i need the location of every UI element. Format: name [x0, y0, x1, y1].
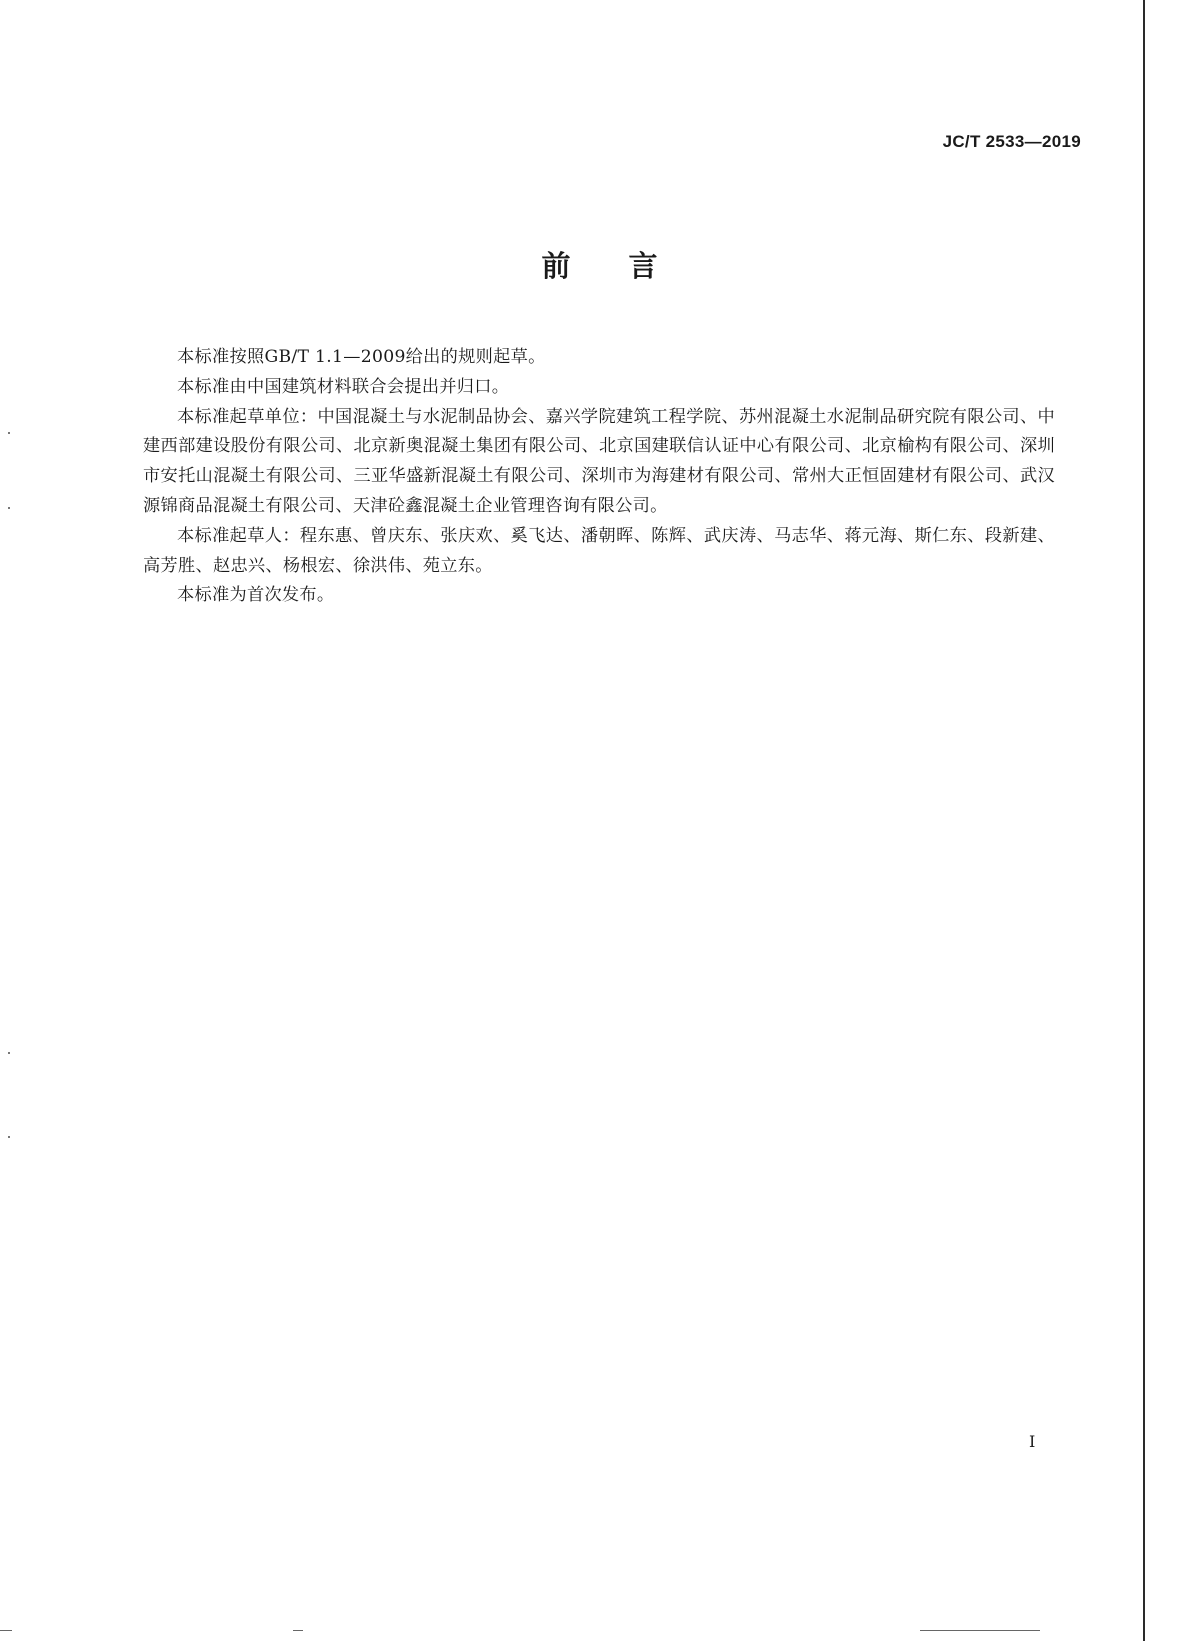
paragraph-drafting-rules: 本标准按照GB/T 1.1—2009给出的规则起草。 [177, 347, 546, 367]
scan-bottom-rule [920, 1630, 1040, 1631]
standard-code: JC/T 2533—2019 [942, 132, 1081, 151]
scan-speck [8, 507, 10, 509]
scan-speck [8, 432, 10, 434]
scan-bottom-rule [0, 1630, 12, 1631]
page-number: I [1029, 1432, 1036, 1451]
scan-bottom-rule [293, 1630, 303, 1631]
page-title: 前言 [541, 249, 716, 283]
paragraph-drafters: 本标准起草人：程东惠、曾庆东、张庆欢、奚飞达、潘朝晖、陈辉、武庆涛、马志华、蒋元海、斯仁东、段新建、高芳胜、赵忠兴、杨根宏、徐洪伟、苑立东。 [143, 525, 1055, 576]
paragraph-drafting-units: 本标准起草单位：中国混凝土与水泥制品协会、嘉兴学院建筑工程学院、苏州混凝土水泥制品研究院有限公司、中建西部建设股份有限公司、北京新奥混凝土集团有限公司、北京国建联信认证中心有限公司、北京榆构有限公司、深圳市安托山混凝土有限公司、三亚华盛新混凝土有限公司、深圳市为海建材有限公司、常州大正恒固建材有限公司、武汉源锦商品混凝土有限公司、天津砼鑫混凝土企业管理咨询有限公司。 [143, 406, 1055, 516]
scan-speck [8, 1136, 10, 1138]
foreword-body [143, 343, 1055, 611]
scan-speck [8, 1052, 10, 1054]
paragraph-proposer: 本标准由中国建筑材料联合会提出并归口。 [177, 376, 510, 397]
paragraph-first-release: 本标准为首次发布。 [177, 585, 335, 606]
